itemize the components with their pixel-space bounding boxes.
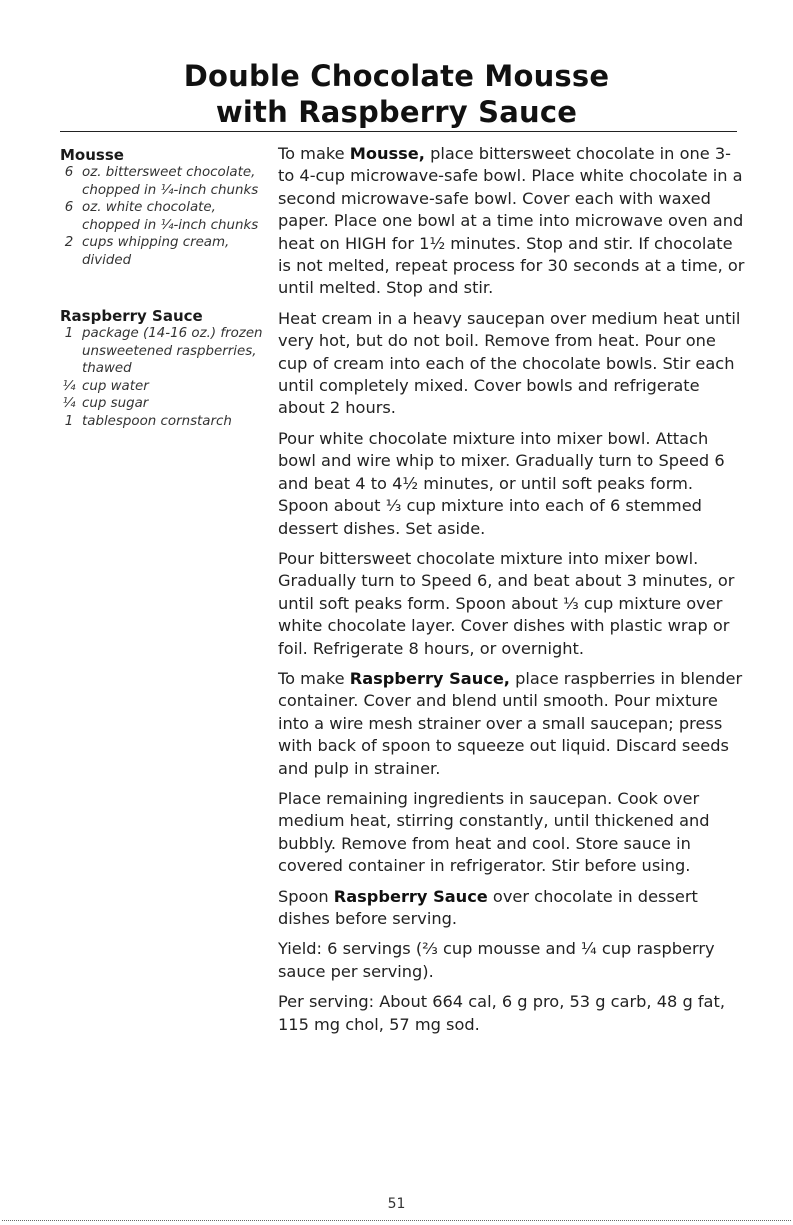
yield-text: Yield: 6 servings (⅔ cup mousse and ¼ cup raspberry sauce per serving). [278, 939, 715, 981]
title-divider [60, 131, 737, 132]
text-run: place bittersweet chocolate in one 3- to 4-cup microwave-safe bowl. Place white chocolate in a second microwave-safe bowl. Cover each with waxed paper. Place one bowl at a time into microwave oven and heat on HIGH for 1½ minutes. Stop and stir. If chocolate is not melted, repeat process for 30 seconds at a time, or until melted. Stop and stir. [278, 144, 745, 298]
text-run: To make [278, 668, 350, 688]
bold-term: Mousse, [349, 144, 425, 163]
ingredient-qty: 2 [64, 235, 74, 250]
page-number: 51 [387, 1196, 406, 1212]
ingredient-qty: ¼ [62, 378, 76, 394]
ingredient-item [60, 164, 270, 199]
text-run: To make [278, 144, 350, 163]
instruction-paragraph: Heat cream in a heavy saucepan over medium heat until very hot, but do not boil. Remove from heat. Pour one cup of cream into each of the chocolate bowls. Stir each until completely mixed. Cover bowls and refrigerate about 2 hours. [278, 308, 741, 418]
ingredients-column [60, 146, 270, 430]
instruction-paragraph: Pour white chocolate mixture into mixer bowl. Attach bowl and wire whip to mixer. Gradually turn to Speed 6 and beat 4 to 4½ minutes, or until soft peaks form. Spoon about ⅓ cup mixture into each of 6 stemmed dessert dishes. Set aside. [278, 428, 725, 538]
instruction-paragraph: Place remaining ingredients in saucepan. Cook over medium heat, stirring constantly, until thickened and bubbly. Remove from heat and cool. Store sauce in covered container in refrigerator. Stir before using. [278, 788, 710, 876]
mousse-heading: Mousse [60, 146, 124, 164]
ingredient-text: tablespoon cornstarch [82, 413, 232, 429]
text-run: over chocolate in dessert dishes before serving. [278, 886, 698, 928]
instruction-paragraph: Pour bittersweet chocolate mixture into mixer bowl. Gradually turn to Speed 6, and beat about 3 minutes, or until soft peaks form. Spoon about ⅓ cup mixture over white chocolate layer. Cover dishes with plastic wrap or foil. Refrigerate 8 hours, or overnight. [278, 548, 735, 658]
instructions-column [278, 143, 748, 1044]
recipe-title [0, 58, 793, 130]
recipe-title-line2: with Raspberry Sauce [215, 95, 578, 129]
ingredient-text: cup sugar [82, 396, 149, 411]
ingredient-item [60, 199, 270, 234]
ingredient-item [60, 325, 270, 378]
ingredient-qty: 6 [64, 165, 74, 180]
instruction-paragraph [278, 886, 748, 931]
raspberry-sauce-heading: Raspberry Sauce [60, 307, 203, 325]
recipe-title-line1: Double Chocolate Mousse [183, 59, 610, 93]
ingredient-qty: 6 [64, 200, 74, 215]
ingredient-text: package (14-16 oz.) frozen unsweetened raspberries, thawed [82, 326, 263, 376]
ingredient-qty: 1 [64, 326, 74, 341]
ingredient-item [60, 413, 270, 431]
ingredient-qty: ¼ [62, 396, 76, 411]
bold-term: Raspberry Sauce, [349, 668, 510, 688]
ingredient-item [60, 378, 270, 396]
instruction-paragraph [278, 668, 748, 780]
ingredient-text: oz. bittersweet chocolate, chopped in ¼-inch chunks [82, 165, 259, 198]
ingredient-qty: 1 [64, 413, 74, 429]
ingredient-item [60, 234, 270, 269]
ingredient-item [60, 395, 270, 413]
text-run: place raspberries in blender container. Cover and blend until smooth. Pour mixture into a wire mesh strainer over a small saucepan; press with back of spoon to squeeze out liquid. Discard seeds and pulp in strainer. [278, 668, 743, 778]
bold-term: Raspberry Sauce [333, 886, 488, 906]
text-run: Spoon [278, 886, 334, 906]
ingredient-text: oz. white chocolate, chopped in ¼-inch chunks [82, 200, 259, 233]
ingredient-text: cup water [82, 378, 149, 394]
instruction-paragraph [278, 143, 748, 300]
nutrition-text: Per serving: About 664 cal, 6 g pro, 53 g carb, 48 g fat, 115 mg chol, 57 mg sod. [278, 992, 725, 1034]
ingredient-text: cups whipping cream, divided [82, 235, 230, 268]
page-bottom-border [2, 1220, 791, 1221]
